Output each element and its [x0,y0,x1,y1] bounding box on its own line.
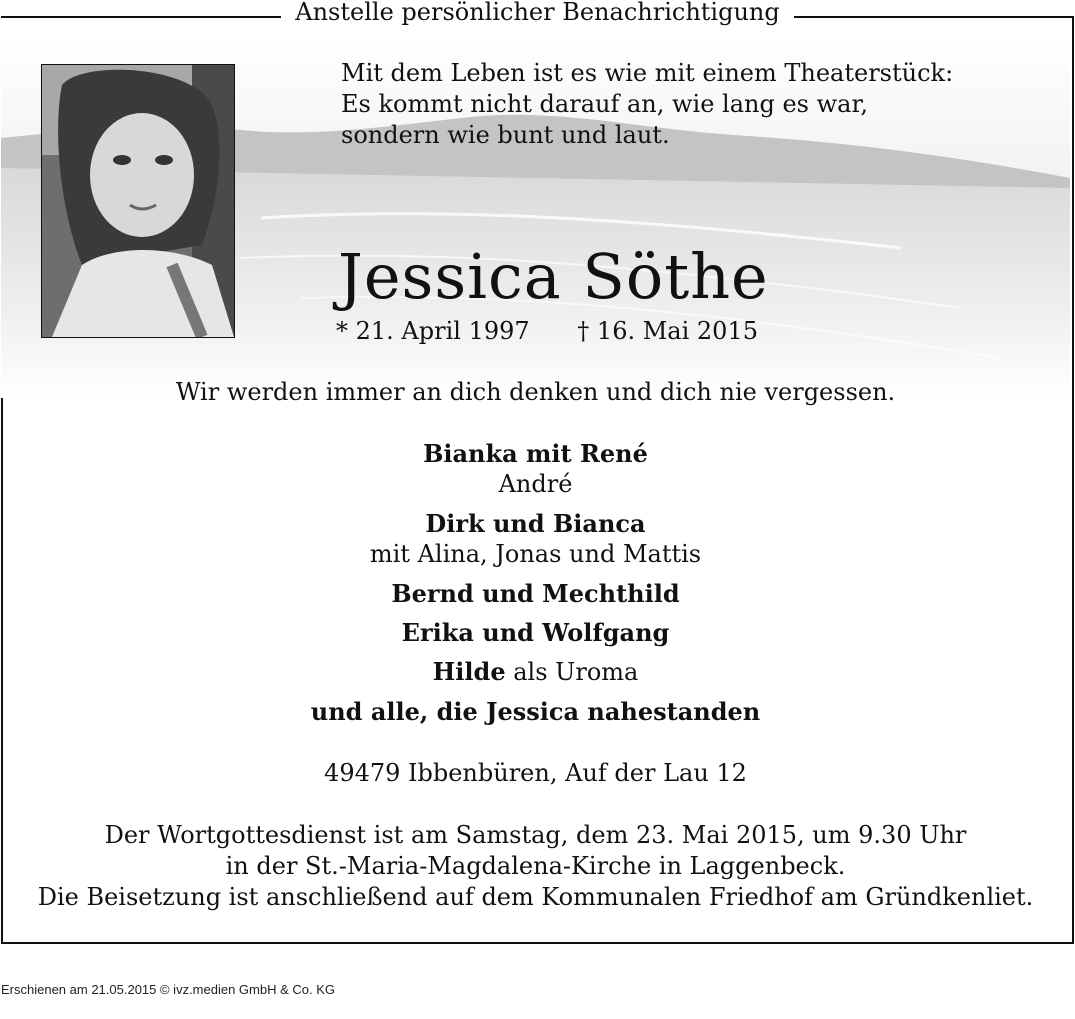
quote-line: Es kommt nicht darauf an, wie lang es war, [341,90,868,118]
mourner-relation: als Uroma [505,658,639,686]
portrait-photo [41,64,235,338]
header-text: Anstelle persönlicher Benachrichtigung [281,0,793,26]
life-dates [336,316,758,346]
mourner-line: Bianka mit René [423,439,648,468]
mourner-name: Hilde [432,657,506,686]
mourner-line: Dirk und Bianca [425,509,646,538]
mourner-line: Bernd und Mechthild [391,579,680,608]
mourner-line: Erika und Wolfgang [401,618,670,647]
mourners-list [1,438,1070,727]
service-details [1,820,1070,913]
birth-date: * 21. April 1997 [336,317,530,345]
quote-block [341,58,953,151]
service-line: Der Wortgottesdienst ist am Samstag, dem 23. Mai 2015, um 9.30 Uhr [104,821,967,849]
publication-footer: Erschienen am 21.05.2015 © ivz.medien GmbH & Co. KG [1,982,336,997]
mourner-line: André [498,470,573,498]
quote-line: sondern wie bunt und laut. [341,121,670,149]
death-date: † 16. Mai 2015 [577,317,758,345]
mourner-line [1,656,1070,688]
motto: Wir werden immer an dich denken und dich nie vergessen. [175,378,896,406]
mourner-line: mit Alina, Jonas und Mattis [369,540,702,568]
mourner-line: und alle, die Jessica nahestanden [310,697,761,726]
service-line: Die Beisetzung ist anschließend auf dem Kommunalen Friedhof am Gründkenliet. [37,883,1034,911]
quote-line: Mit dem Leben ist es wie mit einem Theaterstück: [341,59,954,87]
notice-header [0,0,1075,26]
service-line: in der St.-Maria-Magdalena-Kirche in Laggenbeck. [225,852,846,880]
address: 49479 Ibbenbüren, Auf der Lau 12 [324,759,747,787]
deceased-name: Jessica Söthe [338,240,769,313]
